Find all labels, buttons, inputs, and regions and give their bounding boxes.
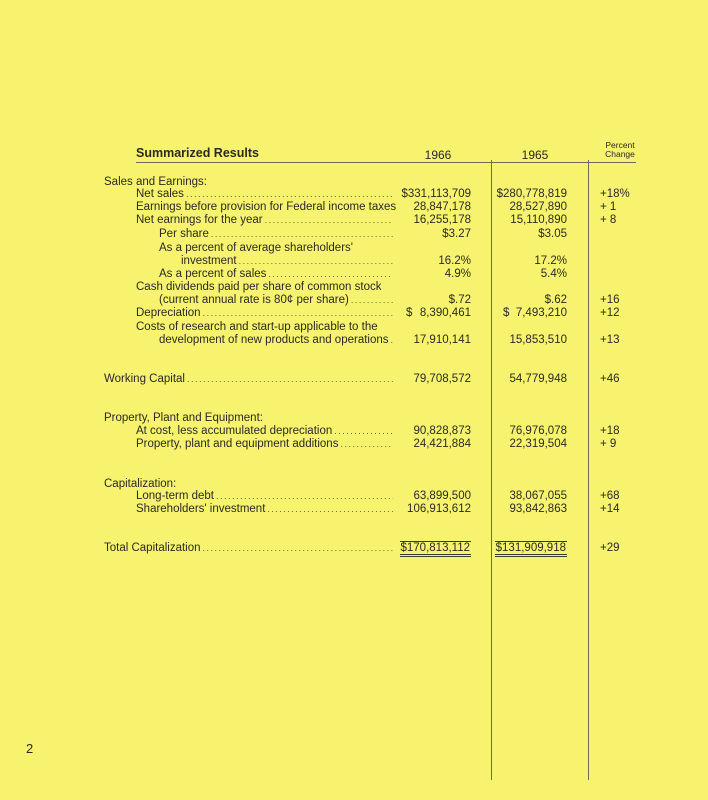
table-row-long-term-debt [0, 489, 708, 503]
column-header-1965: 1965 [521, 148, 549, 162]
row-label: Working Capital [104, 373, 185, 385]
percent-change: +18 [600, 425, 620, 437]
percent-change: +29 [600, 542, 620, 554]
table-row-research-line2 [0, 333, 708, 347]
page-number: 2 [26, 741, 34, 756]
column-header-percent-change [596, 141, 644, 159]
percent-label: Percent [605, 140, 635, 150]
percent-change: +46 [600, 373, 620, 385]
value-1966: 16.2% [438, 255, 471, 267]
value-1966: $331,113,709 [401, 188, 471, 200]
page-title: Summarized Results [136, 146, 259, 160]
section-label: Capitalization: [104, 478, 177, 490]
table-row-at-cost [0, 424, 708, 438]
table-row-dividends-line1 [0, 280, 708, 294]
value-1966-total: $170,813,112 [400, 541, 472, 557]
column-header-1966: 1966 [424, 148, 452, 162]
table-row-pct-avg-investment-line1 [0, 241, 708, 255]
percent-change: + 8 [600, 214, 617, 226]
row-label: Cash dividends paid per share of common stock [136, 281, 382, 293]
row-label: Depreciation [136, 307, 201, 319]
row-label: Costs of research and start-up applicable to the [136, 321, 378, 333]
value-1965: 54,779,948 [509, 373, 567, 385]
table-row-pct-of-sales [0, 267, 708, 281]
value-1965-total: $131,909,918 [495, 541, 567, 557]
value-1966: 90,828,873 [413, 425, 471, 437]
table-row-per-share [0, 227, 708, 241]
value-1966: 4.9% [444, 268, 471, 280]
value-1965: 38,067,055 [509, 490, 567, 502]
row-label: Long-term debt [136, 490, 214, 502]
table-row-depreciation [0, 306, 708, 320]
percent-change: +16 [600, 294, 620, 306]
table-row-net-earnings [0, 213, 708, 227]
value-1965: $.62 [544, 294, 567, 306]
value-1966: 17,910,141 [413, 334, 471, 346]
row-label: Net earnings for the year [136, 214, 263, 226]
row-label: As a percent of average shareholders' [159, 242, 353, 254]
section-heading-property [0, 411, 708, 425]
header-rule [136, 162, 636, 163]
row-label: Shareholders' investment [136, 503, 266, 515]
section-label: Property, Plant and Equipment: [104, 412, 263, 424]
percent-change: +68 [600, 490, 620, 502]
table-row-research-line1 [0, 320, 708, 334]
value-1966: 28,847,178 [413, 201, 471, 213]
row-label: Total Capitalization [104, 542, 201, 554]
row-label: Per share [159, 228, 209, 240]
row-label: As a percent of sales [159, 268, 267, 280]
value-1965: 28,527,890 [509, 201, 567, 213]
row-label: Net sales [136, 188, 184, 200]
value-1965: 17.2% [534, 255, 567, 267]
value-1965: 15,110,890 [510, 214, 567, 226]
value-1966: $3.27 [442, 228, 471, 240]
value-1965: 7,493,210 [515, 307, 567, 319]
value-1966: 63,899,500 [413, 490, 471, 502]
value-1965: 22,319,504 [509, 438, 567, 450]
value-1965: 5.4% [540, 268, 567, 280]
row-label: At cost, less accumulated depreciation [136, 425, 333, 437]
value-1965: 15,853,510 [509, 334, 567, 346]
percent-change: +12 [600, 307, 620, 319]
percent-change: +18% [600, 188, 630, 200]
value-1966: 16,255,178 [413, 214, 471, 226]
value-1965: 76,976,078 [509, 425, 567, 437]
value-1966: 24,421,884 [413, 438, 471, 450]
value-1965: 93,842,863 [509, 503, 567, 515]
value-1965: $3.05 [538, 228, 567, 240]
row-label: development of new products and operations [159, 334, 389, 346]
value-1966: 106,913,612 [407, 503, 471, 515]
value-1966: 8,390,461 [419, 307, 471, 319]
row-label: (current annual rate is 80¢ per share) [159, 294, 349, 306]
percent-change: + 1 [600, 201, 617, 213]
percent-change: +14 [600, 503, 620, 515]
table-row-net-sales [0, 187, 708, 201]
table-row-dividends-line2 [0, 293, 708, 307]
table-row-working-capital [0, 372, 708, 386]
row-label: Earnings before provision for Federal income taxes [136, 201, 396, 213]
table-row-earnings-before-tax [0, 200, 708, 214]
row-label: Property, plant and equipment additions [136, 438, 339, 450]
table-row-ppe-additions [0, 437, 708, 451]
table-row-total-capitalization [0, 541, 708, 555]
value-1966: 79,708,572 [413, 373, 471, 385]
row-label: investment [181, 255, 237, 267]
table-row-pct-avg-investment-line2 [0, 254, 708, 268]
dollar-sign-1965: $ [503, 307, 510, 319]
value-1965: $280,778,819 [496, 188, 567, 200]
percent-change: +13 [600, 334, 620, 346]
value-1966: $.72 [448, 294, 471, 306]
section-label: Sales and Earnings: [104, 176, 207, 188]
dollar-sign-1966: $ [406, 307, 413, 319]
percent-change: + 9 [600, 438, 617, 450]
change-label: Change [605, 149, 635, 159]
table-row-shareholders-investment [0, 502, 708, 516]
